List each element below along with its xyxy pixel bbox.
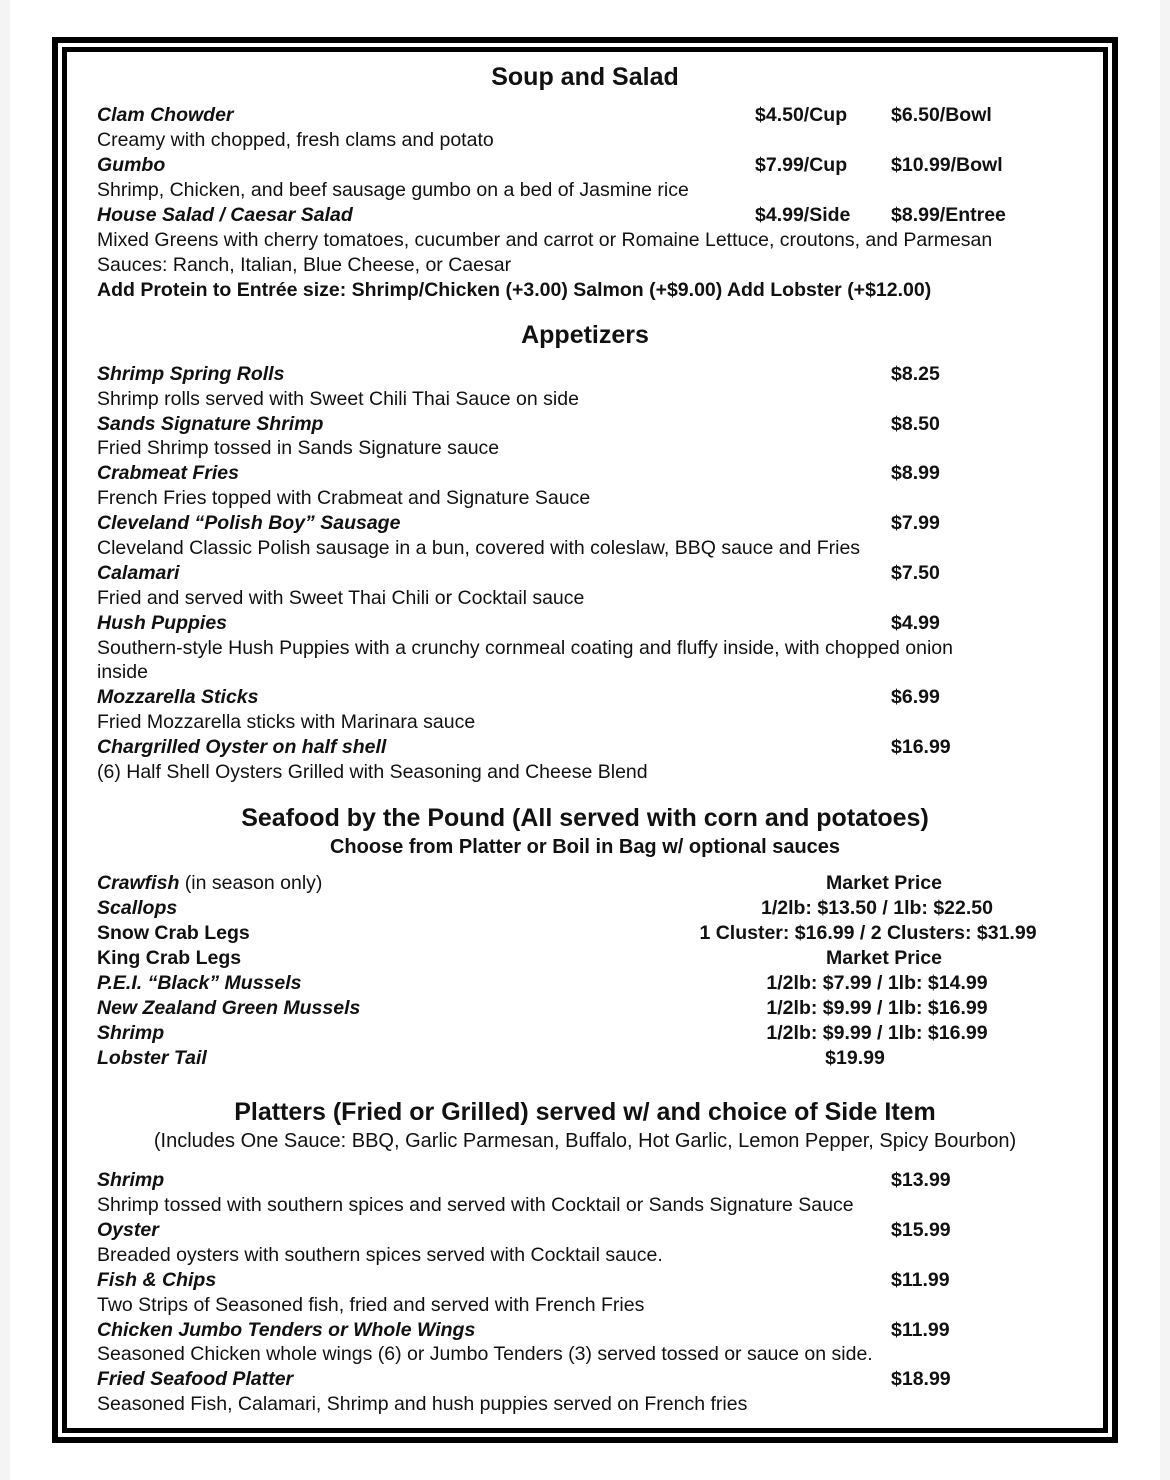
item-desc: Fried Shrimp tossed in Sands Signature sauce — [97, 437, 500, 459]
item-price: $15.99 — [891, 1219, 951, 1241]
item-name: Fish & Chips — [97, 1269, 217, 1291]
item-price: $19.99 — [825, 1047, 885, 1069]
item-desc: Breaded oysters with southern spices served with Cocktail sauce. — [97, 1244, 663, 1266]
seafood-item — [97, 871, 322, 896]
item-name: Clam Chowder — [97, 104, 234, 126]
item-price: $8.50 — [891, 413, 940, 435]
item-price-large: $6.50/Bowl — [891, 104, 992, 126]
item-desc: French Fries topped with Crabmeat and Signature Sauce — [97, 487, 591, 509]
item-name: Chicken Jumbo Tenders or Whole Wings — [97, 1319, 476, 1341]
item-price: $7.50 — [891, 562, 940, 584]
item-name: New Zealand Green Mussels — [97, 997, 361, 1019]
item-name: Crabmeat Fries — [97, 462, 239, 484]
item-name: Lobster Tail — [97, 1047, 207, 1069]
item-price: 1/2lb: $9.99 / 1lb: $16.99 — [766, 997, 988, 1019]
item-desc: Two Strips of Seasoned fish, fried and served with French Fries — [97, 1294, 645, 1316]
item-desc: (6) Half Shell Oysters Grilled with Seasoning and Cheese Blend — [97, 761, 648, 783]
item-price: $13.99 — [891, 1169, 951, 1191]
item-desc: Cleveland Classic Polish sausage in a bun, covered with coleslaw, BBQ sauce and Fries — [97, 537, 861, 559]
item-price: Market Price — [826, 947, 942, 969]
add-protein-note: Add Protein to Entrée size: Shrimp/Chicken (+3.00) Salmon (+$9.00) Add Lobster (+$12.00) — [97, 279, 932, 301]
item-desc: Fried and served with Sweet Thai Chili or Cocktail sauce — [97, 587, 585, 609]
item-desc: Shrimp, Chicken, and beef sausage gumbo on a bed of Jasmine rice — [97, 179, 689, 201]
item-name: Mozzarella Sticks — [97, 686, 259, 708]
item-name: King Crab Legs — [97, 947, 242, 969]
item-desc: Shrimp tossed with southern spices and served with Cocktail or Sands Signature Sauce — [97, 1194, 854, 1216]
item-price: $8.25 — [891, 363, 940, 385]
item-price: $7.99 — [891, 512, 940, 534]
section-title-soup-salad: Soup and Salad — [491, 63, 679, 91]
item-name: P.E.I. “Black” Mussels — [97, 972, 302, 994]
item-price: $16.99 — [891, 736, 951, 758]
item-name: Fried Seafood Platter — [97, 1368, 294, 1390]
salad-sauces: Sauces: Ranch, Italian, Blue Cheese, or Caesar — [97, 254, 512, 276]
item-desc: Creamy with chopped, fresh clams and potato — [97, 129, 494, 151]
item-price: $8.99 — [891, 462, 940, 484]
item-name: Shrimp — [97, 1169, 165, 1191]
item-name: House Salad / Caesar Salad — [97, 204, 353, 226]
item-name: Crawfish — [97, 872, 180, 894]
item-desc: Mixed Greens with cherry tomatoes, cucumber and carrot or Romaine Lettuce, croutons, and Parmesan — [97, 229, 993, 251]
item-desc: Shrimp rolls served with Sweet Chili Thai Sauce on side — [97, 388, 579, 410]
item-name: Shrimp — [97, 1022, 165, 1044]
section-title-appetizers: Appetizers — [521, 321, 649, 349]
item-name: Scallops — [97, 897, 178, 919]
item-price: $11.99 — [891, 1319, 950, 1341]
section-title-platters: Platters (Fried or Grilled) served w/ and choice of Side Item — [234, 1098, 936, 1126]
item-price: $18.99 — [891, 1368, 951, 1390]
item-name: Snow Crab Legs — [97, 922, 250, 944]
item-price-large: $8.99/Entree — [891, 204, 1006, 226]
item-desc: Seasoned Fish, Calamari, Shrimp and hush puppies served on French fries — [97, 1393, 748, 1415]
item-price: $4.99 — [891, 612, 940, 634]
item-price: 1 Cluster: $16.99 / 2 Clusters: $31.99 — [699, 922, 1037, 944]
item-price-small: $4.99/Side — [755, 204, 851, 226]
item-note: (in season only) — [179, 872, 323, 894]
item-price: 1/2lb: $9.99 / 1lb: $16.99 — [766, 1022, 988, 1044]
item-name: Cleveland “Polish Boy” Sausage — [97, 512, 401, 534]
item-name: Hush Puppies — [97, 612, 228, 634]
item-desc: Southern-style Hush Puppies with a crunchy cornmeal coating and fluffy inside, with chopped onion — [97, 637, 953, 659]
item-price-small: $4.50/Cup — [755, 104, 848, 126]
item-desc: Fried Mozzarella sticks with Marinara sauce — [97, 711, 476, 733]
item-price: $6.99 — [891, 686, 940, 708]
section-title-seafood: Seafood by the Pound (All served with corn and potatoes) — [241, 804, 929, 832]
section-subtitle-platters: (Includes One Sauce: BBQ, Garlic Parmesan, Buffalo, Hot Garlic, Lemon Pepper, Spicy Bourbon) — [153, 1130, 1017, 1152]
item-desc: Seasoned Chicken whole wings (6) or Jumbo Tenders (3) served tossed or sauce on side. — [97, 1343, 873, 1365]
item-desc-continued: inside — [97, 661, 148, 683]
item-price: 1/2lb: $7.99 / 1lb: $14.99 — [766, 972, 988, 994]
item-name: Gumbo — [97, 154, 166, 176]
item-name: Shrimp Spring Rolls — [97, 363, 285, 385]
item-name: Chargrilled Oyster on half shell — [97, 736, 387, 758]
item-name: Calamari — [97, 562, 180, 584]
section-subtitle-seafood: Choose from Platter or Boil in Bag w/ optional sauces — [329, 836, 841, 858]
item-price: 1/2lb: $13.50 / 1lb: $22.50 — [761, 897, 993, 919]
item-price: $11.99 — [891, 1269, 950, 1291]
item-name: Oyster — [97, 1219, 159, 1241]
item-price-small: $7.99/Cup — [755, 154, 848, 176]
item-name: Sands Signature Shrimp — [97, 413, 324, 435]
item-price: Market Price — [826, 872, 942, 894]
item-price-large: $10.99/Bowl — [891, 154, 1003, 176]
